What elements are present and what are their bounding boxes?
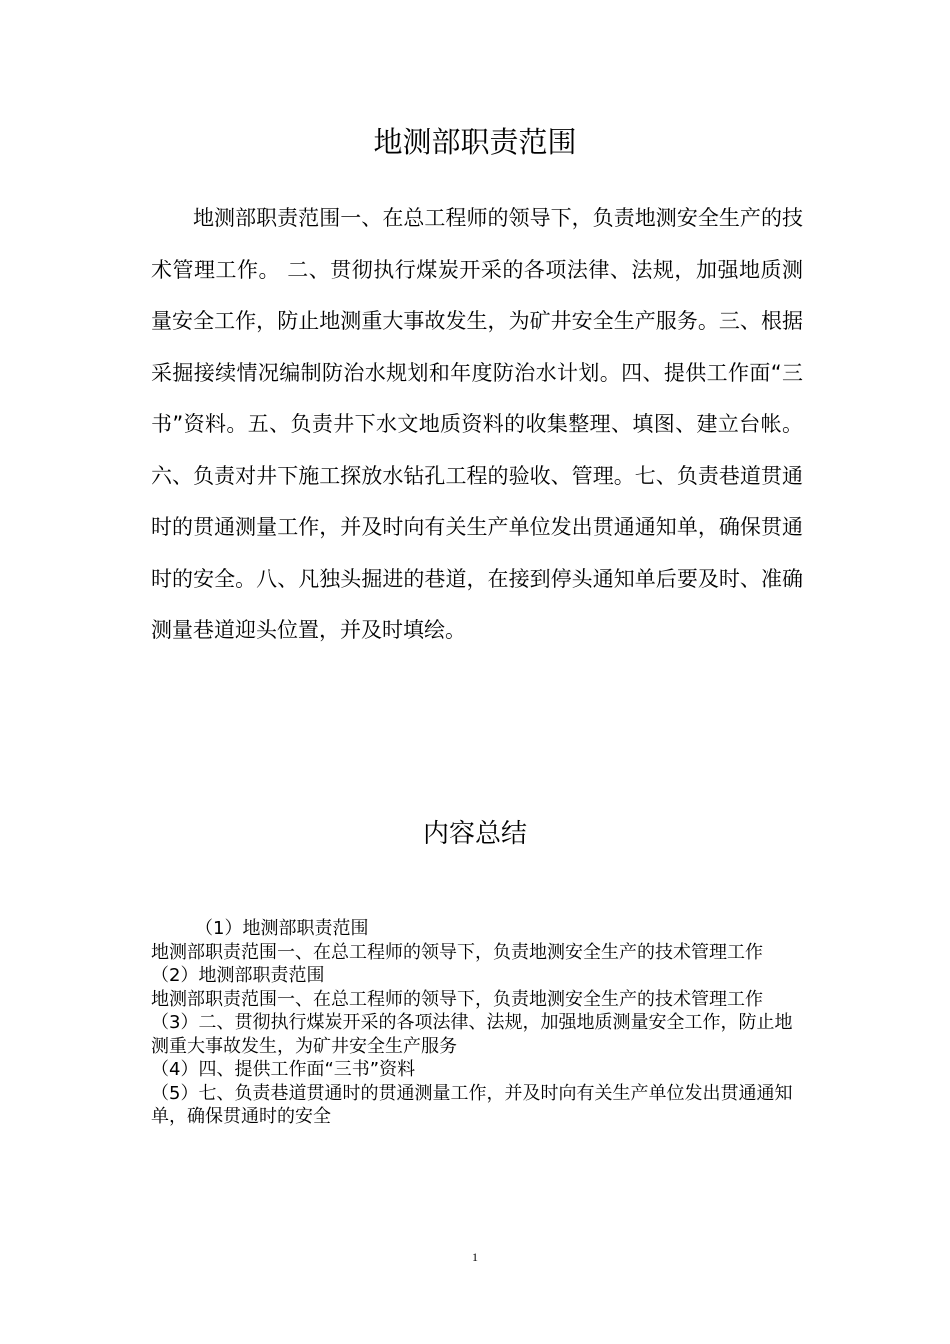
summary-list [151,917,803,1129]
summary-item-heading: （5）七、负责巷道贯通时的贯通测量工作，并及时向有关生产单位发出贯通通知单，确保贯通时的安全 [151,1082,793,1127]
summary-item [151,1082,803,1129]
summary-item-text: 地测部职责范围一、在总工程师的领导下，负责地测安全生产的技术管理工作 [151,988,763,1010]
summary-item [151,1011,803,1058]
summary-item-heading: （2）地测部职责范围 [151,965,325,986]
summary-item [151,1058,803,1082]
summary-item-heading: （3）二、贯彻执行煤炭开采的各项法律、法规，加强地质测量安全工作，防止地测重大事故发生，为矿井安全生产服务 [151,1012,793,1057]
summary-item [151,964,803,1011]
page-number: 1 [472,1250,478,1264]
summary-item-heading: （4）四、提供工作面“三书”资料 [151,1059,416,1080]
document-body: 地测部职责范围一、在总工程师的领导下，负责地测安全生产的技术管理工作。 二、贯彻执行煤炭开采的各项法律、法规，加强地质测量安全工作，防止地测重大事故发生，为矿井安全生产服务。三、根据采掘接续情况编制防治水规划和年度防治水计划。四、提供工作面“三书”资料。五、负责井下水文地质资料的收集整理、填图、建立台帐。六、负责对井下施工探放水钻孔工程的验收、管理。七、负责巷道贯通时的贯通测量工作，并及时向有关生产单位发出贯通通知单，确保贯通时的安全。八、凡独头掘进的巷道，在接到停头通知单后要及时、准确测量巷道迎头位置，并及时填绘。 [151,206,803,642]
document-title: 地测部职责范围 [373,125,577,159]
summary-title: 内容总结 [422,819,527,849]
summary-item-text: 地测部职责范围一、在总工程师的领导下，负责地测安全生产的技术管理工作 [151,941,763,963]
summary-item [151,917,803,964]
summary-item-heading: （1）地测部职责范围 [195,918,369,939]
